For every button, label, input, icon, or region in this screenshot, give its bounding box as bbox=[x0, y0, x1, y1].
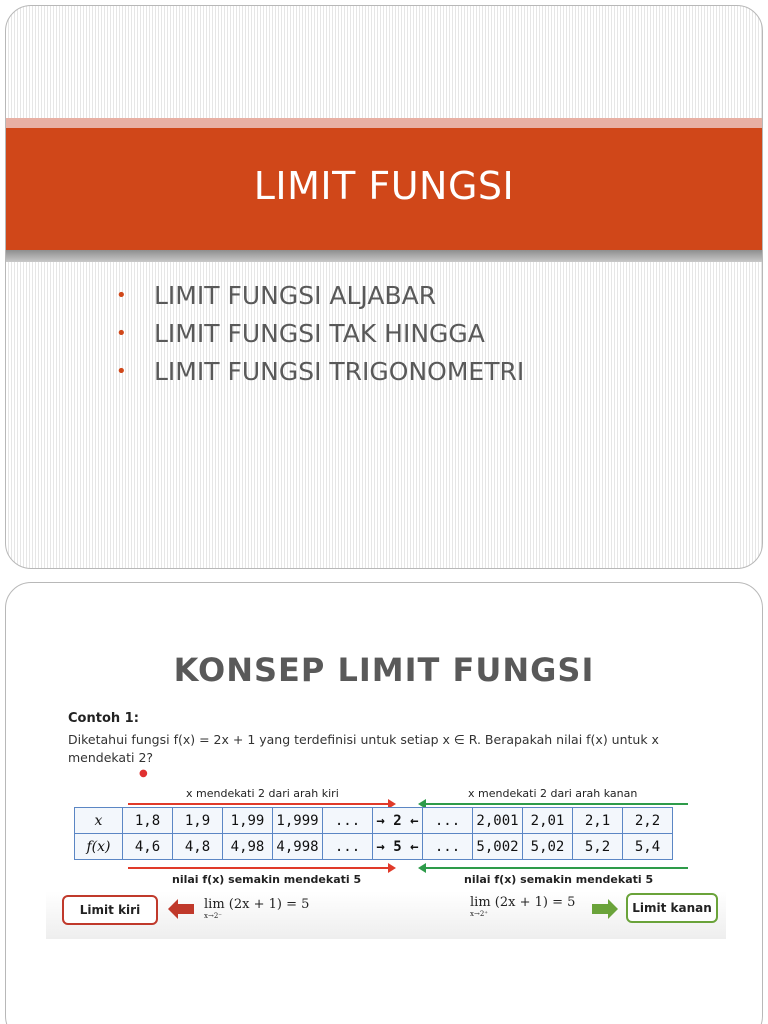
slide-title: LIMIT FUNGSI bbox=[253, 164, 515, 208]
limit-right-formula bbox=[470, 895, 575, 918]
bullet-icon: • bbox=[116, 322, 127, 344]
table-cell: ... bbox=[423, 834, 473, 860]
table-cell: 1,999 bbox=[273, 808, 323, 834]
bullet-item bbox=[116, 276, 524, 314]
table-cell: 1,99 bbox=[223, 808, 273, 834]
limit-right-subscript: x→2⁺ bbox=[470, 910, 488, 918]
limit-left-formula bbox=[204, 897, 309, 920]
table-cell: ... bbox=[323, 808, 373, 834]
example-image bbox=[46, 701, 726, 939]
table-cell: 4,8 bbox=[173, 834, 223, 860]
table-cell: 5,002 bbox=[473, 834, 523, 860]
bullet-text: LIMIT FUNGSI TAK HINGGA bbox=[154, 318, 485, 348]
table-cell: → 2 ← bbox=[373, 808, 423, 834]
table-cell: 2,001 bbox=[473, 808, 523, 834]
table-cell: 1,9 bbox=[173, 808, 223, 834]
table-cell: 2,2 bbox=[623, 808, 673, 834]
left-arrow-icon bbox=[424, 867, 688, 869]
example-question bbox=[68, 731, 668, 767]
right-approach-label: x mendekati 2 dari arah kanan bbox=[468, 787, 638, 800]
red-dot-icon: ● bbox=[139, 768, 148, 779]
bullet-icon: • bbox=[116, 284, 127, 306]
table-row bbox=[75, 808, 673, 834]
bullet-item bbox=[116, 352, 524, 390]
fat-left-arrow-icon bbox=[168, 899, 194, 919]
bullet-list bbox=[116, 276, 524, 390]
example-question-line: mendekati 2? bbox=[68, 750, 154, 765]
limit-table bbox=[74, 807, 673, 860]
slide-limit-fungsi bbox=[5, 5, 763, 569]
fat-right-arrow-icon bbox=[592, 899, 618, 919]
example-heading: Contoh 1: bbox=[68, 711, 139, 726]
limit-kiri-label: Limit kiri bbox=[62, 895, 158, 925]
table-cell: ... bbox=[323, 834, 373, 860]
bullet-text: LIMIT FUNGSI TRIGONOMETRI bbox=[154, 356, 525, 386]
bullet-text: LIMIT FUNGSI ALJABAR bbox=[154, 280, 437, 310]
limit-right-expression: lim (2x + 1) = 5 bbox=[470, 895, 576, 910]
slide-konsep-limit bbox=[5, 582, 763, 1024]
table-cell: ... bbox=[423, 808, 473, 834]
title-band-shadow bbox=[6, 250, 762, 262]
table-cell: 5,2 bbox=[573, 834, 623, 860]
table-row bbox=[75, 834, 673, 860]
table-cell: f(x) bbox=[75, 834, 123, 860]
table-cell: 2,1 bbox=[573, 808, 623, 834]
table-cell: 2,01 bbox=[523, 808, 573, 834]
bullet-icon: • bbox=[116, 360, 127, 382]
slide-title: KONSEP LIMIT FUNGSI bbox=[173, 651, 595, 689]
title-band-top-stripe bbox=[6, 118, 762, 128]
table-cell: → 5 ← bbox=[373, 834, 423, 860]
table-cell: 5,02 bbox=[523, 834, 573, 860]
table-cell: 4,98 bbox=[223, 834, 273, 860]
table-cell: 4,6 bbox=[123, 834, 173, 860]
table-cell: 5,4 bbox=[623, 834, 673, 860]
table-cell: 4,998 bbox=[273, 834, 323, 860]
table-cell: x bbox=[75, 808, 123, 834]
bullet-item bbox=[116, 314, 524, 352]
limit-kanan-label: Limit kanan bbox=[626, 893, 718, 923]
right-arrow-icon bbox=[128, 867, 390, 869]
example-question-line: Diketahui fungsi f(x) = 2x + 1 yang terdefinisi untuk setiap x ∈ R. Berapakah nilai f(x) untuk x bbox=[68, 732, 659, 747]
right-arrow-icon bbox=[128, 803, 390, 805]
table-cell: 1,8 bbox=[123, 808, 173, 834]
limit-left-subscript: x→2⁻ bbox=[204, 912, 222, 920]
limit-left-expression: lim (2x + 1) = 5 bbox=[204, 897, 310, 912]
right-result-label: nilai f(x) semakin mendekati 5 bbox=[464, 873, 654, 886]
left-arrow-icon bbox=[424, 803, 688, 805]
left-approach-label: x mendekati 2 dari arah kiri bbox=[186, 787, 339, 800]
left-result-label: nilai f(x) semakin mendekati 5 bbox=[172, 873, 362, 886]
